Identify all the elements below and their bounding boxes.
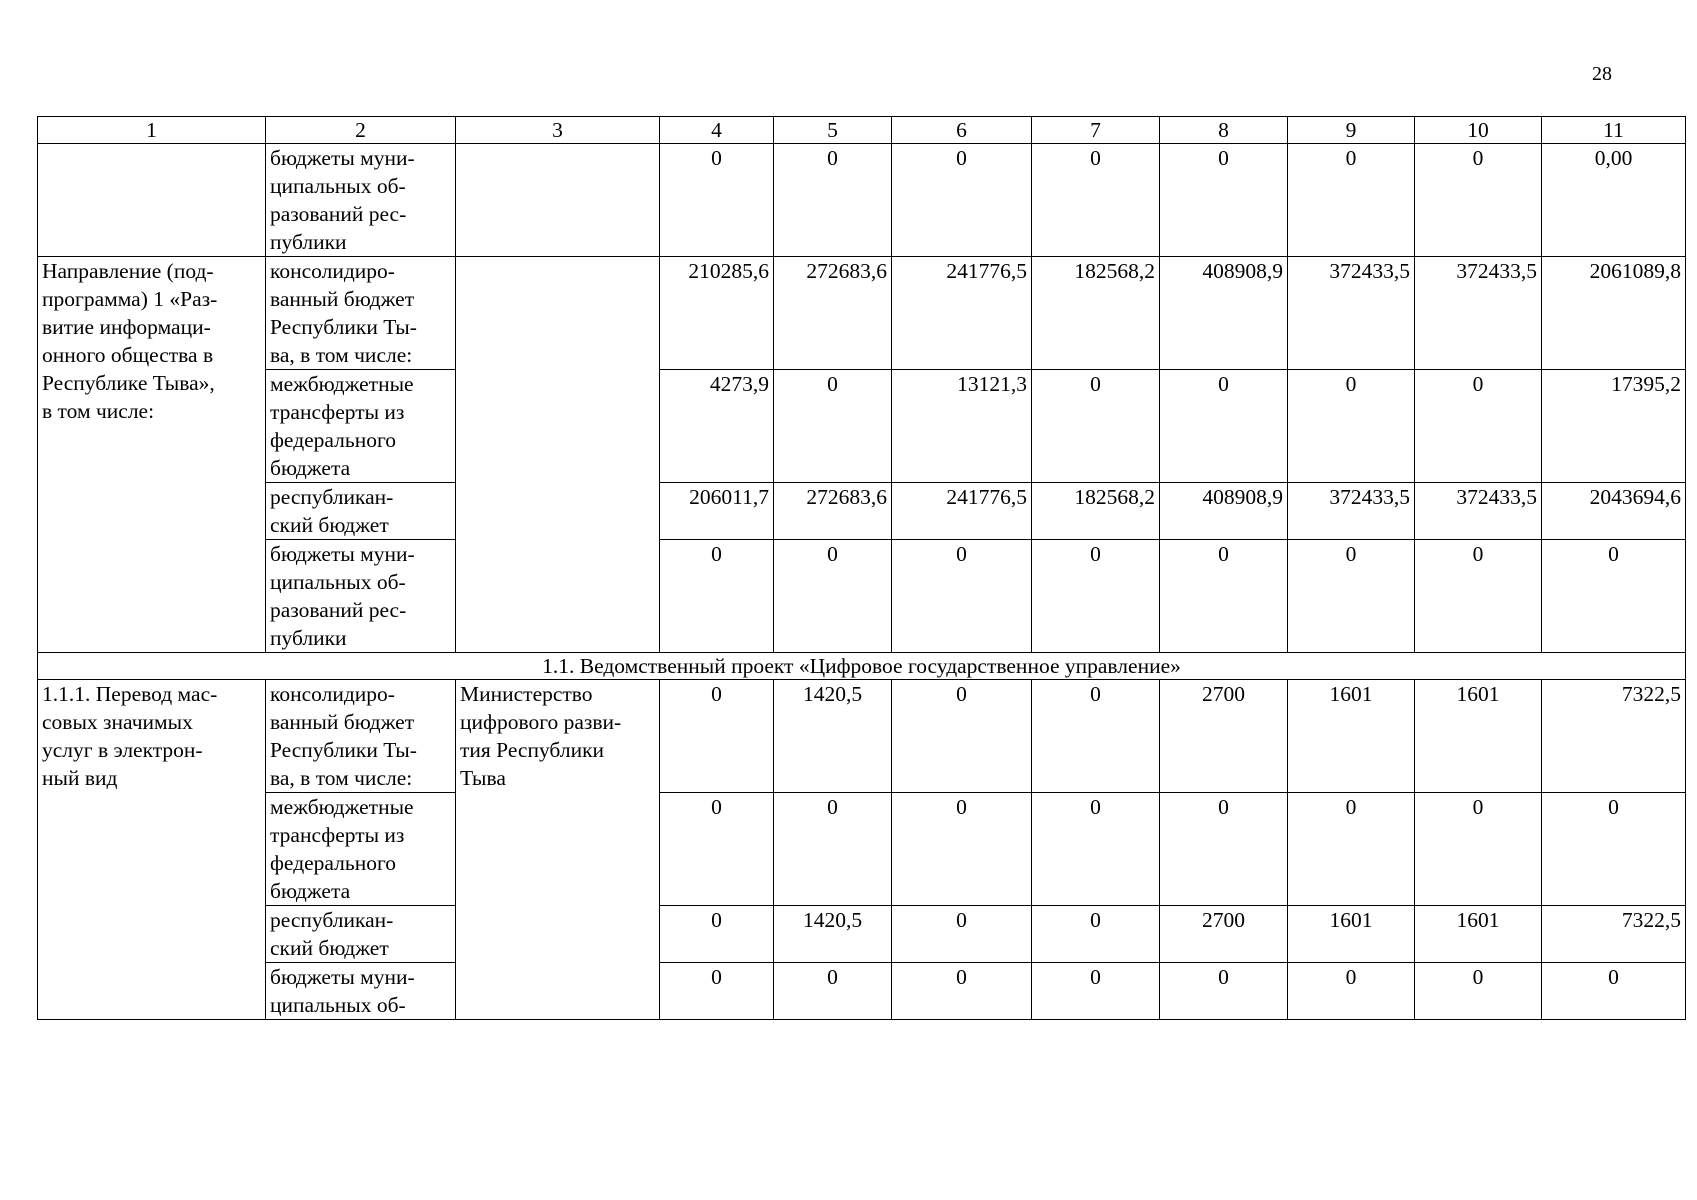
value-cell: 2700 [1160,680,1288,793]
value-cell: 0 [1288,370,1415,483]
value-cell: 0 [660,793,774,906]
value-cell: 1420,5 [774,906,892,963]
value-cell: 0 [660,963,774,1020]
value-cell: 408908,9 [1160,257,1288,370]
executor-cell [456,257,660,653]
value-cell: 372433,5 [1288,483,1415,540]
value-cell: 0 [660,540,774,653]
value-cell: 372433,5 [1288,257,1415,370]
value-cell: 0 [1032,793,1160,906]
column-number: 7 [1032,117,1160,144]
value-cell: 1601 [1415,906,1542,963]
table-row [38,793,1686,906]
value-cell: 0 [1032,963,1160,1020]
value-cell: 0 [1160,144,1288,257]
column-number: 4 [660,117,774,144]
value-cell: 1601 [1288,680,1415,793]
value-cell: 0 [1032,370,1160,483]
executor-cell: Министерство цифрового разви- тия Республики Тыва [456,680,660,1020]
value-cell: 206011,7 [660,483,774,540]
value-cell: 1601 [1415,680,1542,793]
measure-description: 1.1.1. Перевод мас- совых значимых услуг в электрон- ный вид [38,680,266,1020]
value-cell: 0 [1288,144,1415,257]
value-cell: 0 [1032,680,1160,793]
funding-source-cell: межбюджетные трансферты из федерального бюджета [266,370,456,483]
funding-source-cell: бюджеты муни- ципальных об- [266,963,456,1020]
value-cell: 0 [774,793,892,906]
value-cell: 1601 [1288,906,1415,963]
value-cell: 0 [892,793,1032,906]
value-cell: 0 [1288,540,1415,653]
value-cell: 272683,6 [774,483,892,540]
value-cell: 0 [1032,540,1160,653]
table-row [38,257,1686,370]
funding-source-cell: республикан- ский бюджет [266,483,456,540]
direction-description: Направление (под- программа) 1 «Раз- витие информаци- онного общества в Республике Тыва», в том числе: [38,257,266,653]
value-cell: 408908,9 [1160,483,1288,540]
value-cell: 0 [1542,793,1686,906]
column-number: 9 [1288,117,1415,144]
column-number: 1 [38,117,266,144]
table-row [38,370,1686,483]
value-cell: 182568,2 [1032,483,1160,540]
value-cell: 0 [892,680,1032,793]
column-number: 2 [266,117,456,144]
value-cell: 0 [1415,540,1542,653]
value-cell: 0 [774,540,892,653]
value-cell: 0 [774,963,892,1020]
executor-cell [456,144,660,257]
value-cell: 0 [1160,963,1288,1020]
value-cell: 372433,5 [1415,483,1542,540]
value-cell: 0,00 [1542,144,1686,257]
value-cell: 2700 [1160,906,1288,963]
funding-source-cell: бюджеты муни- ципальных об- разований рес- публики [266,540,456,653]
table-row [38,540,1686,653]
table-row [38,963,1686,1020]
value-cell: 0 [1288,793,1415,906]
value-cell: 0 [660,906,774,963]
value-cell: 0 [1415,144,1542,257]
value-cell: 0 [1542,963,1686,1020]
value-cell: 1420,5 [774,680,892,793]
table-row [38,144,1686,257]
value-cell: 0 [1160,540,1288,653]
value-cell: 272683,6 [774,257,892,370]
value-cell: 0 [892,540,1032,653]
value-cell: 2043694,6 [1542,483,1686,540]
value-cell: 182568,2 [1032,257,1160,370]
description-cell [38,144,266,257]
funding-source-cell: республикан- ский бюджет [266,906,456,963]
value-cell: 0 [774,370,892,483]
section-title: 1.1. Ведомственный проект «Цифровое государственное управление» [38,653,1686,680]
table-row [38,906,1686,963]
value-cell: 0 [1542,540,1686,653]
value-cell: 241776,5 [892,257,1032,370]
funding-source-cell: консолидиро- ванный бюджет Республики Ты- ва, в том числе: [266,257,456,370]
funding-source-cell: консолидиро- ванный бюджет Республики Ты- ва, в том числе: [266,680,456,793]
value-cell: 0 [1160,793,1288,906]
table-row [38,483,1686,540]
value-cell: 0 [1415,370,1542,483]
column-number: 8 [1160,117,1288,144]
value-cell: 0 [1032,906,1160,963]
value-cell: 0 [1032,144,1160,257]
section-row [38,653,1686,680]
value-cell: 0 [892,906,1032,963]
column-number: 6 [892,117,1032,144]
page-number: 28 [1592,63,1612,85]
value-cell: 7322,5 [1542,906,1686,963]
column-number: 3 [456,117,660,144]
value-cell: 372433,5 [1415,257,1542,370]
value-cell: 0 [1415,963,1542,1020]
value-cell: 0 [892,963,1032,1020]
column-number: 11 [1542,117,1686,144]
funding-source-cell: бюджеты муни- ципальных об- разований рес- публики [266,144,456,257]
budget-table [37,116,1686,1020]
value-cell: 0 [660,680,774,793]
value-cell: 0 [774,144,892,257]
value-cell: 7322,5 [1542,680,1686,793]
value-cell: 241776,5 [892,483,1032,540]
value-cell: 210285,6 [660,257,774,370]
funding-source-cell: межбюджетные трансферты из федерального бюджета [266,793,456,906]
column-number-row [38,117,1686,144]
value-cell: 13121,3 [892,370,1032,483]
value-cell: 0 [892,144,1032,257]
value-cell: 0 [1415,793,1542,906]
value-cell: 4273,9 [660,370,774,483]
value-cell: 2061089,8 [1542,257,1686,370]
value-cell: 17395,2 [1542,370,1686,483]
column-number: 10 [1415,117,1542,144]
value-cell: 0 [660,144,774,257]
value-cell: 0 [1288,963,1415,1020]
column-number: 5 [774,117,892,144]
value-cell: 0 [1160,370,1288,483]
table-row [38,680,1686,793]
